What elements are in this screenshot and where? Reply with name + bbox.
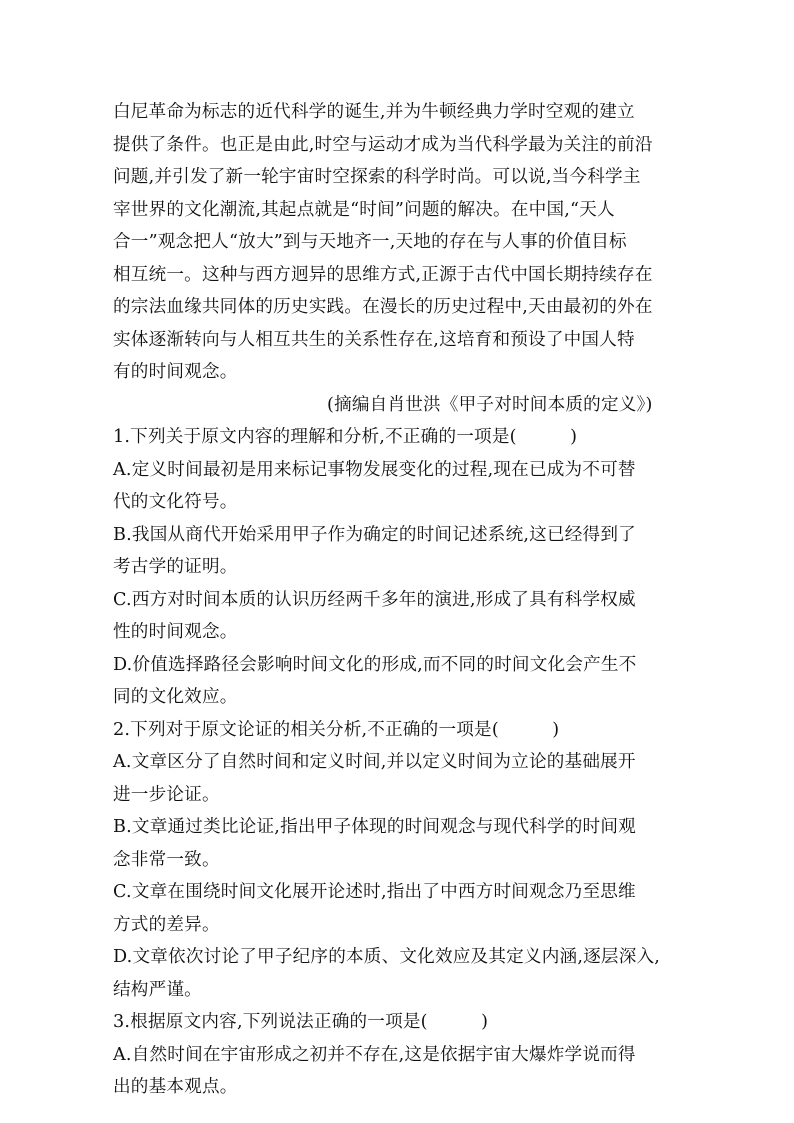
option-a: A.文章区分了自然时间和定义时间,并以定义时间为立论的基础展开 [113,752,636,772]
source-citation: (摘编自肖世洪《甲子对时间本质的定义》) [327,394,653,415]
passage-line: 合一”观念把人“放大”到与天地齐一,天地的存在与人事的价值目标 [113,232,627,252]
passage-line: 相互统一。这种与西方迥异的思维方式,正源于古代中国长期持续存在 [113,264,653,285]
passage-line: 实体逐渐转向与人相互共生的关系性存在,这培育和预设了中国人特 [113,329,635,350]
option-d-cont: 结构严谨。 [113,979,202,1000]
option-a: A.定义时间最初是用来标记事物发展变化的过程,现在已成为不可替 [113,459,636,480]
option-c-cont: 性的时间观念。 [113,622,238,642]
option-d: D.文章依次讨论了甲子纪序的本质、文化效应及其定义内涵,逐层深入, [113,947,661,967]
option-a-cont: 代的文化符号。 [113,492,238,512]
passage [113,96,694,389]
option-b: B.我国从商代开始采用甲子作为确定的时间记述系统,这已经得到了 [113,524,636,545]
question-2 [113,714,694,1007]
passage-line: 宰世界的文化潮流,其起点就是“时间”问题的解决。在中国,“天人 [113,199,615,220]
option-a-cont: 进一步论证。 [113,784,220,805]
question-stem: 2.下列对于原文论证的相关分析,不正确的一项是( ) [113,719,560,740]
passage-line: 提供了条件。也正是由此,时空与运动才成为当代科学最为关注的前沿 [113,134,653,155]
option-d-cont: 同的文化效应。 [113,687,238,707]
option-c: C.文章在围绕时间文化展开论述时,指出了中西方时间观念乃至思维 [113,882,636,902]
question-stem: 3.根据原文内容,下列说法正确的一项是( ) [113,1012,489,1032]
option-c-cont: 方式的差异。 [113,914,220,935]
passage-line: 问题,并引发了新一轮宇宙时空探索的科学时尚。可以说,当今科学主 [113,167,641,187]
option-a-cont: 出的基本观点。 [113,1077,238,1097]
question-stem: 1.下列关于原文内容的理解和分析,不正确的一项是( ) [113,427,578,447]
option-d: D.价值选择路径会影响时间文化的形成,而不同的时间文化会产生不 [113,654,637,675]
option-a: A.自然时间在宇宙形成之初并不存在,这是依据宇宙大爆炸学说而得 [113,1044,636,1065]
passage-line: 的宗法血缘共同体的历史实践。在漫长的历史过程中,天由最初的外在 [113,297,653,317]
option-b-cont: 考古学的证明。 [113,557,238,577]
option-b: B.文章通过类比论证,指出甲子体现的时间观念与现代科学的时间观 [113,817,636,837]
passage-line: 白尼革命为标志的近代科学的诞生,并为牛顿经典力学时空观的建立 [113,102,635,122]
question-1 [113,421,694,714]
option-c: C.西方对时间本质的认识历经两千多年的演进,形成了具有科学权威 [113,589,636,610]
question-3 [113,1006,694,1104]
option-b-cont: 念非常一致。 [113,849,220,870]
passage-line: 有的时间观念。 [113,362,238,382]
